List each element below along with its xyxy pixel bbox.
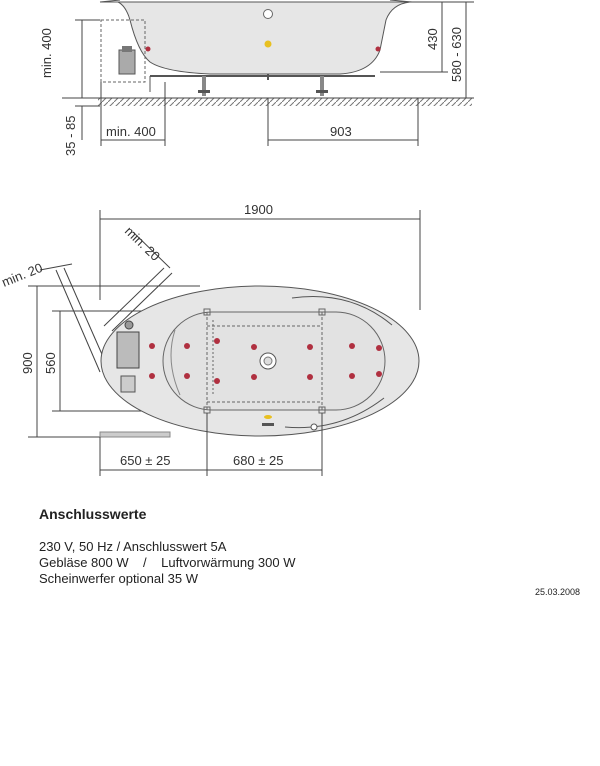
jet	[376, 371, 382, 377]
spec-line-power: 230 V, 50 Hz / Anschlusswert 5A	[39, 539, 227, 554]
spec-line-blower: Gebläse 800 W / Luftvorwärmung 300 W	[39, 555, 296, 570]
frame-foot-2	[316, 90, 328, 93]
pump-top-part	[121, 376, 135, 392]
overflow-plate	[262, 423, 274, 426]
dim-430: 430	[425, 28, 440, 50]
jet	[251, 344, 257, 350]
jet	[184, 373, 190, 379]
dim-680: 680 ± 25	[233, 453, 284, 468]
spec-line-spotlight: Scheinwerfer optional 35 W	[39, 571, 198, 586]
overflow-icon	[264, 10, 273, 19]
frame-foot-1	[198, 90, 210, 93]
jet	[307, 374, 313, 380]
pump-cap	[122, 46, 132, 52]
control-knob-icon	[311, 424, 317, 430]
dim-580-630: 580 - 630	[449, 27, 464, 82]
pump-top-knob	[125, 321, 133, 329]
pillow-light-side-icon	[265, 41, 272, 48]
dim-650: 650 ± 25	[120, 453, 171, 468]
dim-min20-top: min. 20	[121, 223, 164, 264]
dim-35-85: 35 - 85	[63, 115, 78, 156]
jet	[149, 343, 155, 349]
jet	[214, 378, 220, 384]
specs-heading: Anschlusswerte	[39, 506, 147, 522]
jet	[349, 373, 355, 379]
jet	[214, 338, 220, 344]
dim-903: 903	[330, 124, 352, 139]
top-view	[0, 202, 420, 476]
dim-900: 900	[20, 352, 35, 374]
dim-min400-horizontal: min. 400	[106, 124, 156, 139]
pump-unit-icon	[119, 50, 135, 74]
jet	[349, 343, 355, 349]
side-jet-right	[376, 47, 381, 52]
pillow-light-icon	[264, 415, 272, 419]
jet	[251, 374, 257, 380]
jet	[184, 343, 190, 349]
dim-560: 560	[43, 352, 58, 374]
dim-1900: 1900	[244, 202, 273, 217]
drawing-date: 25.03.2008	[534, 587, 580, 597]
tub-side-body	[100, 2, 410, 74]
dim-min400-vertical: min. 400	[39, 28, 54, 78]
side-jet-left	[146, 47, 151, 52]
jet	[149, 373, 155, 379]
jet	[307, 344, 313, 350]
side-view	[39, 0, 474, 156]
dim-min20-left: min. 20	[0, 259, 45, 290]
dim-line	[56, 270, 100, 372]
base-plate	[100, 432, 170, 437]
specs-block	[39, 539, 296, 587]
floor-hatch	[98, 98, 472, 106]
dim-line	[40, 264, 72, 270]
pump-top-icon	[117, 332, 139, 368]
drain-inner	[264, 357, 272, 365]
jet	[376, 345, 382, 351]
